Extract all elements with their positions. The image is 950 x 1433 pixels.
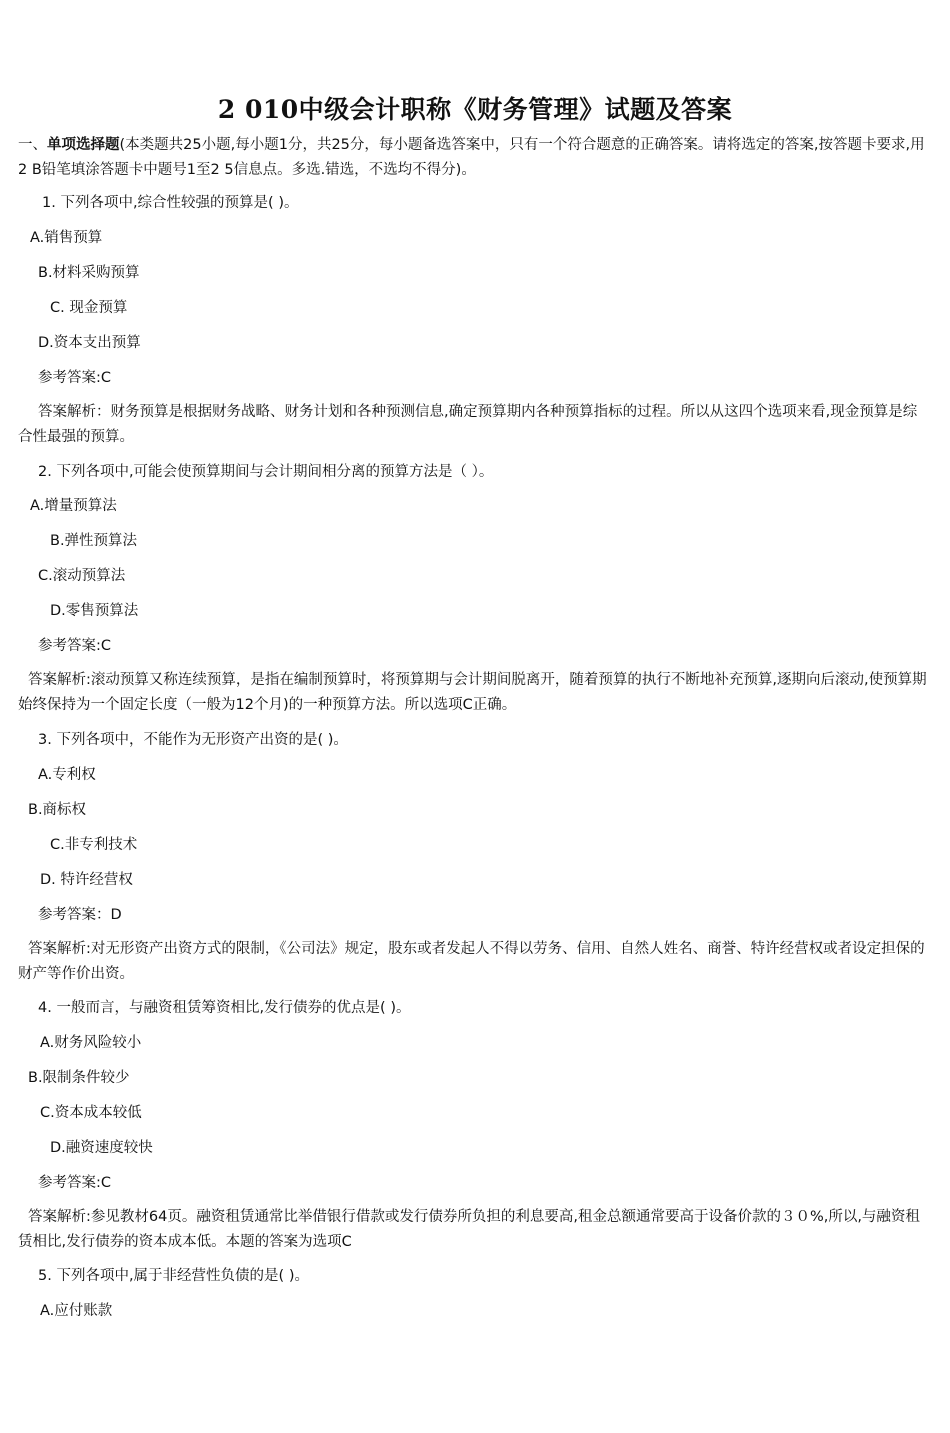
option-c: C.资本成本较低 (40, 1105, 142, 1121)
option-d: D.零售预算法 (50, 603, 139, 619)
option-b: B.限制条件较少 (28, 1070, 130, 1086)
option-a: A.专利权 (38, 767, 96, 783)
answer-analysis: 答案解析:滚动预算又称连续预算，是指在编制预算时，将预算期与会计期间脱离开，随着预算的执行不断地补充预算,逐期向后滚动,使预算期始终保持为一个固定长度（一般为12个月)的一种预算方法。所以选项C正确。 (18, 672, 927, 713)
question-stem: 2. 下列各项中,可能会使预算期间与会计期间相分离的预算方法是（ ）。 (38, 464, 494, 480)
section-intro (18, 133, 930, 183)
question-stem: 3. 下列各项中，不能作为无形资产出资的是( )。 (38, 732, 348, 748)
answer-analysis: 答案解析：财务预算是根据财务战略、财务计划和各种预测信息,确定预算期内各种预算指标的过程。所以从这四个选项来看,现金预算是综合性最强的预算。 (18, 404, 918, 445)
question-stem: 1. 下列各项中,综合性较强的预算是( )。 (42, 195, 299, 211)
option-a: A.增量预算法 (30, 498, 117, 514)
reference-answer: 参考答案:C (38, 370, 112, 386)
option-a: A.销售预算 (30, 230, 103, 246)
option-c: C. 现金预算 (50, 300, 128, 316)
option-d: D.资本支出预算 (38, 335, 141, 351)
section-heading: 单项选择题 (47, 137, 120, 153)
option-c: C.非专利技术 (50, 837, 138, 853)
option-d: D. 特许经营权 (40, 872, 133, 888)
option-b: B.材料采购预算 (38, 265, 140, 281)
question-stem: 4. 一般而言，与融资租赁筹资相比,发行债券的优点是( )。 (38, 1000, 411, 1016)
reference-answer: 参考答案:C (38, 1175, 112, 1191)
option-c: C.滚动预算法 (38, 568, 126, 584)
option-b: B.弹性预算法 (50, 533, 138, 549)
reference-answer: 参考答案:C (38, 638, 112, 654)
reference-answer: 参考答案：D (38, 907, 122, 923)
question-stem: 5. 下列各项中,属于非经营性负债的是( )。 (38, 1268, 309, 1284)
page-title: 2 010中级会计职称《财务管理》试题及答案 (217, 95, 733, 124)
option-a: A.财务风险较小 (40, 1035, 142, 1051)
section-instructions: (本类题共25小题,每小题1分，共25分，每小题备选答案中，只有一个符合题意的正确答案。请将选定的答案,按答题卡要求,用2 B铅笔填涂答题卡中题号1至2 5信息点。多选.错选，不选均不得分)。 (18, 137, 925, 178)
section-prefix: 一、 (18, 137, 47, 153)
answer-analysis: 答案解析:参见教材64页。融资租赁通常比举借银行借款或发行债券所负担的利息要高,租金总额通常要高于设备价款的３０%,所以,与融资租赁相比,发行债券的资本成本低。本题的答案为选项C (18, 1209, 920, 1250)
option-b: B.商标权 (28, 802, 87, 818)
option-a: A.应付账款 (40, 1303, 113, 1319)
option-d: D.融资速度较快 (50, 1140, 153, 1156)
answer-analysis: 答案解析:对无形资产出资方式的限制，《公司法》规定，股东或者发起人不得以劳务、信用、自然人姓名、商誉、特许经营权或者设定担保的财产等作价出资。 (18, 941, 925, 982)
